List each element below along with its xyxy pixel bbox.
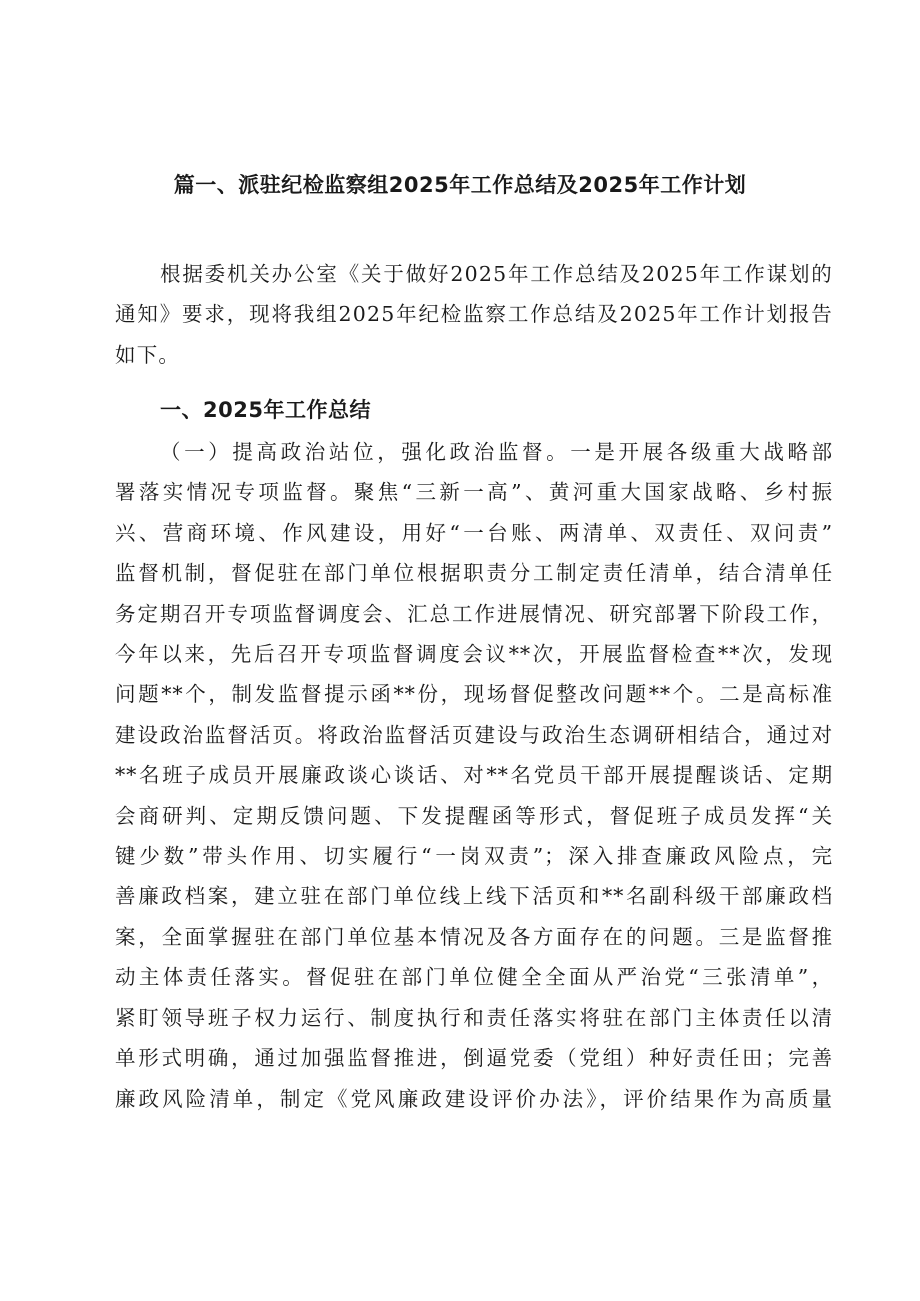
text-line: 会商研判、定期反馈问题、下发提醒函等形式，督促班子成员发挥“关: [115, 803, 833, 828]
text-line: （一）提高政治站位，强化政治监督。一是开展各级重大战略部: [160, 440, 833, 464]
text-line: **名班子成员开展廉政谈心谈话、对**名党员干部开展提醒谈话、定期: [115, 763, 833, 788]
text-line: 动主体责任落实。督促驻在部门单位健全全面从严治党“三张清单”，: [115, 965, 833, 990]
text-line: 通知》要求，现将我组2025年纪检监察工作总结及2025年工作计划报告: [115, 302, 833, 327]
text-line: 廉政风险清单，制定《党风廉政建设评价办法》，评价结果作为高质量: [115, 1086, 833, 1111]
text-line: 务定期召开专项监督调度会、汇总工作进展情况、研究部署下阶段工作，: [115, 601, 833, 626]
text-line: 单形式明确，通过加强监督推进，倒逼党委（党组）种好责任田；完善: [115, 1046, 833, 1071]
text-line: 今年以来，先后召开专项监督调度会议**次，开展监督检查**次，发现: [115, 642, 833, 667]
text-line: 问题**个，制发监督提示函**份，现场督促整改问题**个。二是高标准: [115, 682, 833, 707]
text-line: 案，全面掌握驻在部门单位基本情况及各方面存在的问题。三是监督推: [115, 924, 833, 949]
text-line: 键少数”带头作用、切实履行“一岗双责”；深入排查廉政风险点，完: [115, 844, 833, 869]
text-line: 如下。: [115, 342, 181, 367]
main-paragraph: [115, 432, 833, 1119]
text-line: 署落实情况专项监督。聚焦“三新一高”、黄河重大国家战略、乡村振: [115, 480, 833, 505]
intro-paragraph: [115, 254, 833, 375]
text-line: 根据委机关办公室《关于做好2025年工作总结及2025年工作谋划的: [160, 262, 833, 286]
text-line: 建设政治监督活页。将政治监督活页建设与政治生态调研相结合，通过对: [115, 722, 833, 747]
text-line: 兴、营商环境、作风建设，用好“一台账、两清单、双责任、双问责”: [115, 520, 833, 545]
text-line: 善廉政档案，建立驻在部门单位线上线下活页和**名副科级干部廉政档: [115, 884, 833, 909]
document-title: 篇一、派驻纪检监察组2025年工作总结及2025年工作计划: [173, 173, 747, 197]
text-line: 监督机制，督促驻在部门单位根据职责分工制定责任清单，结合清单任: [115, 561, 833, 586]
section-heading: 一、2025年工作总结: [160, 398, 371, 422]
text-line: 紧盯领导班子权力运行、制度执行和责任落实将驻在部门主体责任以清: [115, 1005, 833, 1030]
